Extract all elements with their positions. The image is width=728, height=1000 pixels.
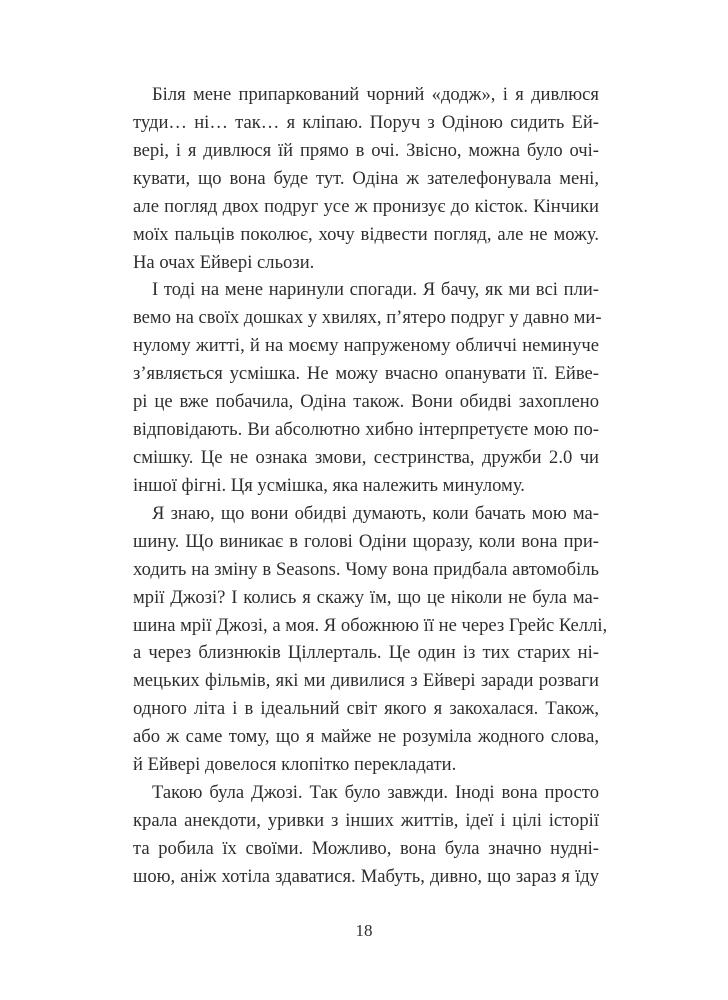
text-line: шина мрії Джозі, а моя. Я обожнюю її не через Грейс Келлі, <box>133 614 608 636</box>
text-line: одного літа і в ідеальний світ якого я закохалася. Також, <box>133 698 599 720</box>
text-line: відповідають. Ви абсолютно хибно інтерпретуєте мою по- <box>133 419 599 441</box>
text-line: та робила їх своїми. Можливо, вона була значно нудні- <box>133 837 599 859</box>
text-line: моїх пальців поколює, хочу відвести погляд, але не можу. <box>133 223 599 245</box>
text-line: мрії Джозі? І колись я скажу їм, що це ніколи не була ма- <box>133 586 599 608</box>
text-line: іншої фігні. Ця усмішка, яка належить минулому. <box>133 474 525 496</box>
paragraph <box>133 276 602 499</box>
text-line: шою, аніж хотіла здаватися. Мабуть, дивно, що зараз я їду <box>133 865 599 887</box>
paragraph <box>133 779 599 891</box>
text-line: нулому житті, й на моєму напруженому обличчі неминуче <box>133 335 599 357</box>
page-body <box>133 81 608 891</box>
text-line: кувати, що вона буде тут. Одіна ж зателефонувала мені, <box>133 167 599 189</box>
text-line: шину. Що виникає в голові Одіни щоразу, коли вона при- <box>133 530 599 552</box>
text-line: й Ейвері довелося клопітко перекладати. <box>133 754 457 776</box>
text-line: Я знаю, що вони обидві думають, коли бачать мою ма- <box>152 502 599 524</box>
text-line: туди… ні… так… я кліпаю. Поруч з Одіною сидить Ей- <box>133 111 599 133</box>
text-line: смішку. Це не ознака змови, сестринства, дружби 2.0 чи <box>133 446 599 468</box>
text-line: На очах Ейвері сльози. <box>133 251 315 273</box>
paragraph <box>133 500 608 779</box>
text-line: а через близнюків Ціллерталь. Це один із тих старих ні- <box>133 642 599 664</box>
text-line: мецьких фільмів, які ми дивилися з Ейвері заради розваги <box>133 670 599 692</box>
text-line: або ж саме тому, що я майже не розуміла жодного слова, <box>133 726 599 748</box>
text-line: І тоді на мене наринули спогади. Я бачу, як ми всі пли- <box>152 279 599 301</box>
text-line: з’являється усмішка. Не можу вчасно опанувати її. Ейве- <box>133 363 599 385</box>
text-line: рі це вже побачила, Одіна також. Вони обидві захоплено <box>133 391 599 413</box>
text-line: Такою була Джозі. Так було завжди. Іноді вона просто <box>152 782 599 804</box>
text-line: Біля мене припаркований чорний «додж», і я дивлюся <box>152 84 599 105</box>
text-line: крала анекдоти, уривки з інших життів, ідеї і цілі історії <box>133 809 599 831</box>
text-line: але погляд двох подруг усе ж пронизує до кісток. Кінчики <box>133 195 599 217</box>
page-number: 18 <box>355 921 373 940</box>
text-line: вері, і я дивлюся їй прямо в очі. Звісно, можна було очі- <box>133 139 599 161</box>
text-line: ходить на зміну в Seasons. Чому вона придбала автомобіль <box>133 558 599 580</box>
paragraph <box>133 81 599 276</box>
text-line: вемо на своїх дошках у хвилях, п’ятеро подруг у давно ми- <box>133 307 602 329</box>
